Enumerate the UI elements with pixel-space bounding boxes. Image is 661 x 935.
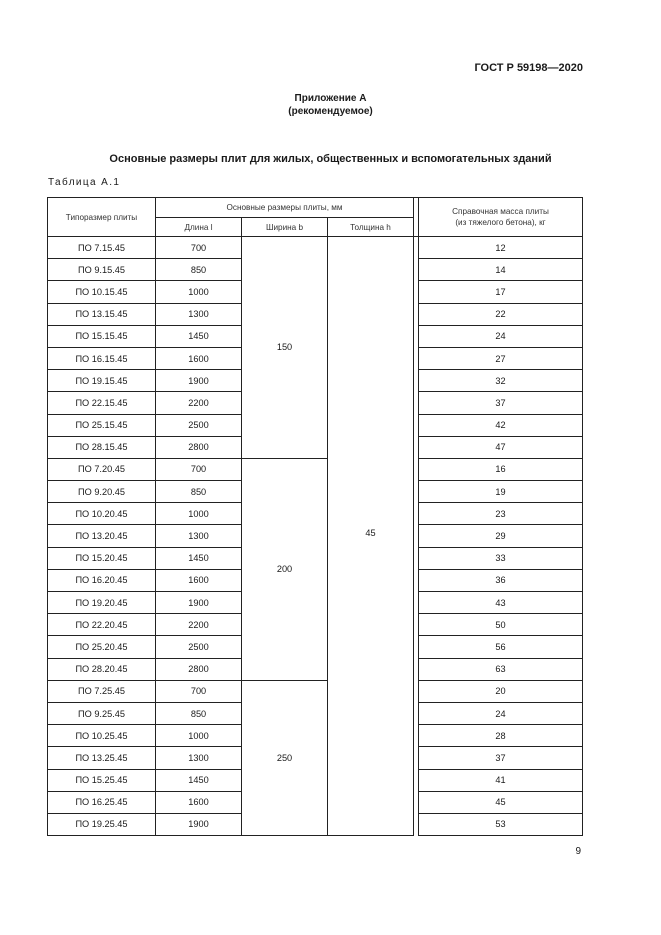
cell-mass: 24 [419,702,583,724]
cell-width: 200 [242,458,328,680]
cell-length: 850 [156,702,242,724]
cell-type: ПО 19.15.45 [48,370,156,392]
cell-mass: 53 [419,813,583,835]
standard-designation: ГОСТ Р 59198—2020 [474,62,583,74]
cell-mass: 23 [419,503,583,525]
cell-mass: 47 [419,436,583,458]
cell-mass: 17 [419,281,583,303]
cell-length: 2500 [156,414,242,436]
appendix-title: Приложение А [294,93,367,104]
cell-type: ПО 15.20.45 [48,547,156,569]
cell-length: 1300 [156,303,242,325]
header-thickness: Толщина h [328,218,414,237]
cell-length: 700 [156,680,242,702]
cell-mass: 45 [419,791,583,813]
header-dims-group: Основные размеры плиты, мм [156,198,414,218]
cell-type: ПО 16.15.45 [48,347,156,369]
cell-length: 1000 [156,725,242,747]
cell-type: ПО 19.25.45 [48,813,156,835]
cell-mass: 24 [419,325,583,347]
table-row [48,458,583,480]
cell-length: 1900 [156,370,242,392]
cell-type: ПО 13.20.45 [48,525,156,547]
header-mass [419,198,583,237]
cell-mass: 16 [419,458,583,480]
cell-type: ПО 7.15.45 [48,237,156,259]
cell-type: ПО 28.20.45 [48,658,156,680]
cell-length: 2800 [156,658,242,680]
cell-mass: 56 [419,636,583,658]
cell-length: 1450 [156,547,242,569]
cell-length: 700 [156,458,242,480]
cell-type: ПО 25.20.45 [48,636,156,658]
header-width: Ширина b [242,218,328,237]
cell-length: 850 [156,259,242,281]
cell-mass: 20 [419,680,583,702]
cell-type: ПО 7.25.45 [48,680,156,702]
cell-type: ПО 7.20.45 [48,458,156,480]
cell-type: ПО 22.20.45 [48,614,156,636]
cell-mass: 63 [419,658,583,680]
cell-length: 1000 [156,281,242,303]
cell-width: 250 [242,680,328,835]
header-length: Длина l [156,218,242,237]
cell-type: ПО 9.20.45 [48,481,156,503]
cell-type: ПО 10.20.45 [48,503,156,525]
cell-type: ПО 19.20.45 [48,592,156,614]
header-type: Типоразмер плиты [48,198,156,237]
table-row [48,680,583,702]
cell-type: ПО 13.15.45 [48,303,156,325]
page-number: 9 [575,846,581,857]
header-mass-line2: (из тяжелого бетона), кг [455,218,546,227]
cell-type: ПО 13.25.45 [48,747,156,769]
cell-type: ПО 16.20.45 [48,569,156,591]
header-mass-line1: Справочная масса плиты [452,207,549,216]
cell-mass: 37 [419,747,583,769]
cell-width: 150 [242,237,328,459]
cell-mass: 28 [419,725,583,747]
cell-mass: 42 [419,414,583,436]
table-row [48,237,583,259]
cell-mass: 33 [419,547,583,569]
cell-type: ПО 15.15.45 [48,325,156,347]
cell-length: 700 [156,237,242,259]
cell-length: 2200 [156,614,242,636]
cell-length: 1600 [156,347,242,369]
appendix-heading [0,92,661,118]
cell-mass: 22 [419,303,583,325]
cell-length: 1450 [156,325,242,347]
cell-type: ПО 9.25.45 [48,702,156,724]
appendix-status: (рекомендуемое) [288,106,373,117]
cell-mass: 29 [419,525,583,547]
cell-mass: 19 [419,481,583,503]
cell-length: 1000 [156,503,242,525]
cell-mass: 27 [419,347,583,369]
cell-length: 850 [156,481,242,503]
cell-mass: 14 [419,259,583,281]
cell-type: ПО 15.25.45 [48,769,156,791]
cell-length: 1600 [156,791,242,813]
cell-type: ПО 22.15.45 [48,392,156,414]
cell-length: 1450 [156,769,242,791]
cell-mass: 41 [419,769,583,791]
cell-length: 2200 [156,392,242,414]
cell-type: ПО 25.15.45 [48,414,156,436]
cell-mass: 32 [419,370,583,392]
cell-length: 1900 [156,813,242,835]
cell-type: ПО 9.15.45 [48,259,156,281]
cell-mass: 43 [419,592,583,614]
cell-type: ПО 16.25.45 [48,791,156,813]
cell-mass: 50 [419,614,583,636]
cell-length: 1300 [156,525,242,547]
table-title: Основные размеры плит для жилых, общественных и вспомогательных зданий [109,153,552,165]
table-label: Таблица А.1 [48,177,121,188]
cell-length: 1600 [156,569,242,591]
cell-length: 2800 [156,436,242,458]
cell-type: ПО 10.15.45 [48,281,156,303]
cell-mass: 37 [419,392,583,414]
cell-length: 2500 [156,636,242,658]
cell-length: 1300 [156,747,242,769]
cell-type: ПО 28.15.45 [48,436,156,458]
dimensions-table [47,197,583,836]
cell-length: 1900 [156,592,242,614]
cell-thickness: 45 [328,237,414,836]
cell-mass: 12 [419,237,583,259]
cell-mass: 36 [419,569,583,591]
cell-type: ПО 10.25.45 [48,725,156,747]
